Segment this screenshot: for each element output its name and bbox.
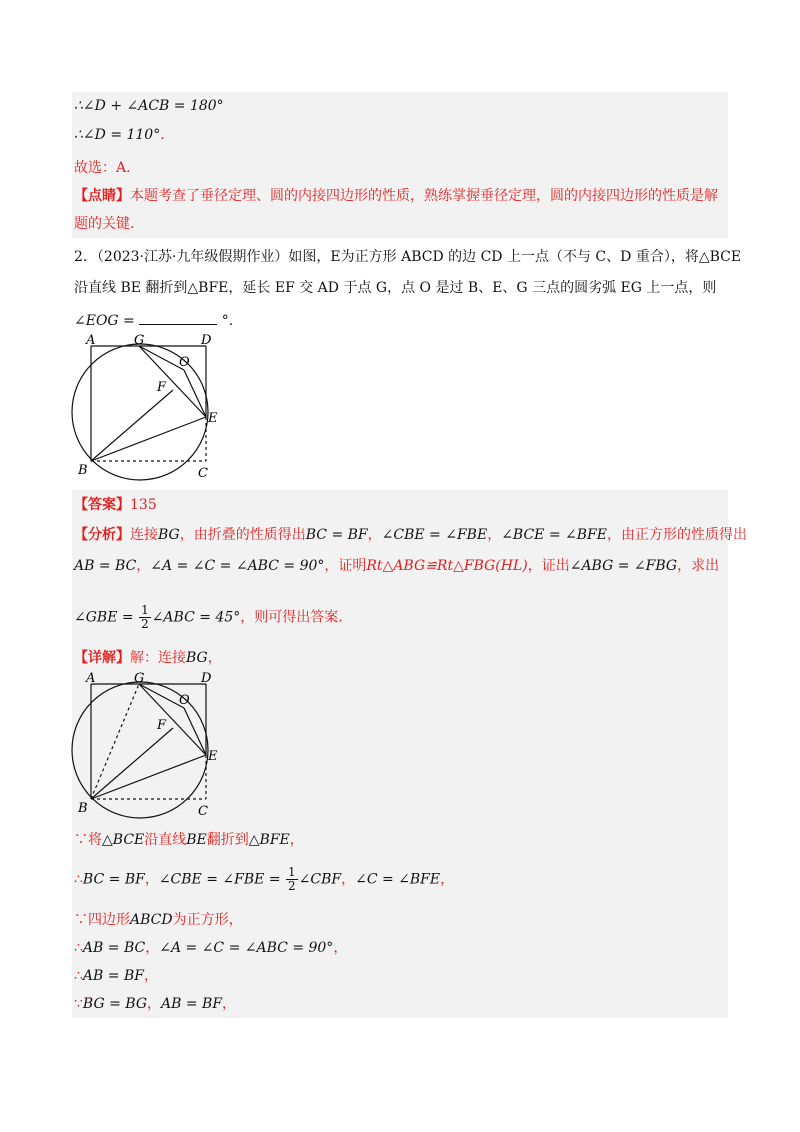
fraction-numerator: 1 <box>288 865 296 879</box>
detail-step-4 <box>74 938 347 958</box>
fig2-label-d: D <box>201 671 212 686</box>
fraction-numerator: 1 <box>141 603 149 617</box>
analysis-math: ∠ABG = ∠FBG <box>569 558 678 574</box>
fraction-one-half <box>286 866 298 893</box>
detail-math: AB = BF <box>82 968 144 984</box>
detail-math: BC = BF <box>82 871 145 888</box>
analysis-line-1 <box>74 525 747 545</box>
detail-text: ， <box>143 968 158 984</box>
detail-math: △BFE <box>248 832 290 848</box>
fraction-denominator: 2 <box>288 879 296 893</box>
analysis-text: ， <box>487 527 502 543</box>
analysis-math: ∠A = ∠C = ∠ABC = 90° <box>150 558 325 574</box>
detail-math: ∠CBF <box>298 871 342 888</box>
analysis-label: 【分析】 <box>74 527 130 543</box>
detail-label: 【详解】 <box>74 650 130 666</box>
geometry-figure-2 <box>66 670 226 820</box>
detail-text: ∵ <box>74 996 83 1012</box>
detail-text: ∴ <box>74 871 83 888</box>
analysis-text: ，由折叠的性质得出 <box>179 527 306 543</box>
detail-text: ∴ <box>74 940 83 956</box>
detail-text: ∵四边形 <box>74 912 130 928</box>
detail-text: ， <box>341 871 356 888</box>
detail-math: ∠A = ∠C = ∠ABC = 90° <box>159 940 334 956</box>
detail-math: ∠C = ∠BFE <box>355 871 441 888</box>
question-line-2: 沿直线 BE 翻折到△BFE，延长 EF 交 AD 于点 G，点 O 是过 B、E、G 三点的圆劣弧 EG 上一点，则 <box>74 280 717 296</box>
comment-line-1 <box>74 186 718 206</box>
detail-math: BG = BG <box>82 996 148 1012</box>
detail-text: ， <box>147 996 162 1012</box>
fraction-one-half <box>139 604 151 631</box>
fig1-label-e: E <box>208 411 218 426</box>
analysis-line-2 <box>74 556 719 576</box>
detail-text: 翻折到 <box>206 832 249 848</box>
detail-math: △BCE <box>102 832 145 848</box>
analysis-math: ∠ABC = 45° <box>151 609 241 626</box>
answer-line <box>74 495 157 515</box>
fig2-label-a: A <box>86 671 96 686</box>
detail-math: ∠CBE = ∠FBE = <box>158 871 281 888</box>
analysis-math: BC = BF <box>305 527 368 543</box>
analysis-text: ，证出 <box>527 558 570 574</box>
fig1-label-f: F <box>157 380 167 395</box>
detail-step-1 <box>74 830 304 850</box>
detail-step-2 <box>74 866 454 893</box>
detail-text: ， <box>207 650 222 666</box>
geometry-figure-1 <box>66 332 226 482</box>
analysis-math: AB = BC <box>74 558 137 574</box>
detail-math: BE <box>186 832 207 848</box>
detail-step-6 <box>74 994 236 1014</box>
fig2-label-g: G <box>134 671 145 686</box>
detail-text: ∵将 <box>74 832 102 848</box>
fraction-denominator: 2 <box>141 617 149 631</box>
detail-text: ， <box>222 996 237 1012</box>
analysis-text: ， <box>136 558 151 574</box>
analysis-math: Rt△ABG≌Rt△FBG(HL) <box>366 558 528 574</box>
fig1-label-g: G <box>134 333 145 348</box>
fig2-label-f: F <box>157 718 167 733</box>
detail-math: BG <box>186 650 208 666</box>
analysis-text: ，求出 <box>677 558 720 574</box>
question-angle-eog: ∠EOG = <box>74 313 135 329</box>
analysis-line-3 <box>74 604 343 631</box>
detail-math: AB = BF <box>161 996 223 1012</box>
detail-text: ， <box>144 871 159 888</box>
analysis-text: ， <box>367 527 382 543</box>
fig1-label-a: A <box>86 333 96 348</box>
solution-step-angle-d <box>74 125 165 145</box>
fig1-label-b: B <box>78 463 88 478</box>
analysis-math: ∠GBE = <box>74 609 134 626</box>
detail-math: AB = BC <box>82 940 146 956</box>
answer-blank <box>139 310 217 325</box>
detail-text: ， <box>333 940 348 956</box>
analysis-text: ，证明 <box>324 558 367 574</box>
analysis-math: ∠BCE = ∠BFE <box>501 527 607 543</box>
detail-text: 解：连接 <box>130 650 186 666</box>
fig2-label-e: E <box>208 749 218 764</box>
detail-step-5 <box>74 966 158 986</box>
detail-text: ∴ <box>74 968 83 984</box>
solution-step-sum: ∴∠D + ∠ACB = 180° <box>74 98 224 114</box>
analysis-text: 连接 <box>130 527 158 543</box>
analysis-text: ，由正方形的性质得出 <box>606 527 747 543</box>
answer-label: 【答案】 <box>74 497 130 513</box>
fig1-label-d: D <box>201 333 212 348</box>
fig2-label-o: O <box>179 693 190 708</box>
detail-text: ， <box>289 832 304 848</box>
detail-text: 沿直线 <box>144 832 187 848</box>
question-line-1: 2．（2023·江苏·九年级假期作业）如图，E为正方形 ABCD 的边 CD 上一点（不与 C、D 重合），将△BCE <box>74 249 742 265</box>
angle-d-period: . <box>160 127 165 143</box>
detail-text: ， <box>440 871 455 888</box>
fig2-label-c: C <box>198 804 208 819</box>
detail-math: ABCD <box>130 912 173 928</box>
detail-step-3 <box>74 910 243 930</box>
comment-text-1: 本题考查了垂径定理、圆的内接四边形的性质，熟练掌握垂径定理，圆的内接四边形的性质是解 <box>130 188 718 204</box>
comment-line-2: 题的关键. <box>74 216 135 232</box>
answer-value: 135 <box>130 497 157 513</box>
fig1-label-c: C <box>198 466 208 481</box>
analysis-math: ∠CBE = ∠FBE <box>381 527 488 543</box>
fig2-label-b: B <box>78 801 88 816</box>
fig1-label-o: O <box>179 355 190 370</box>
analysis-text: ，则可得出答案. <box>240 609 343 626</box>
detail-intro <box>74 648 222 668</box>
question-degree-end: °. <box>221 313 234 329</box>
analysis-math: BG <box>158 527 180 543</box>
detail-text: 为正方形， <box>172 912 243 928</box>
question-line-3 <box>74 310 233 331</box>
solution-choice: 故选：A. <box>74 160 131 176</box>
detail-text: ， <box>145 940 160 956</box>
angle-d-result: ∴∠D = 110° <box>74 127 161 143</box>
comment-label: 【点睛】 <box>74 188 130 204</box>
